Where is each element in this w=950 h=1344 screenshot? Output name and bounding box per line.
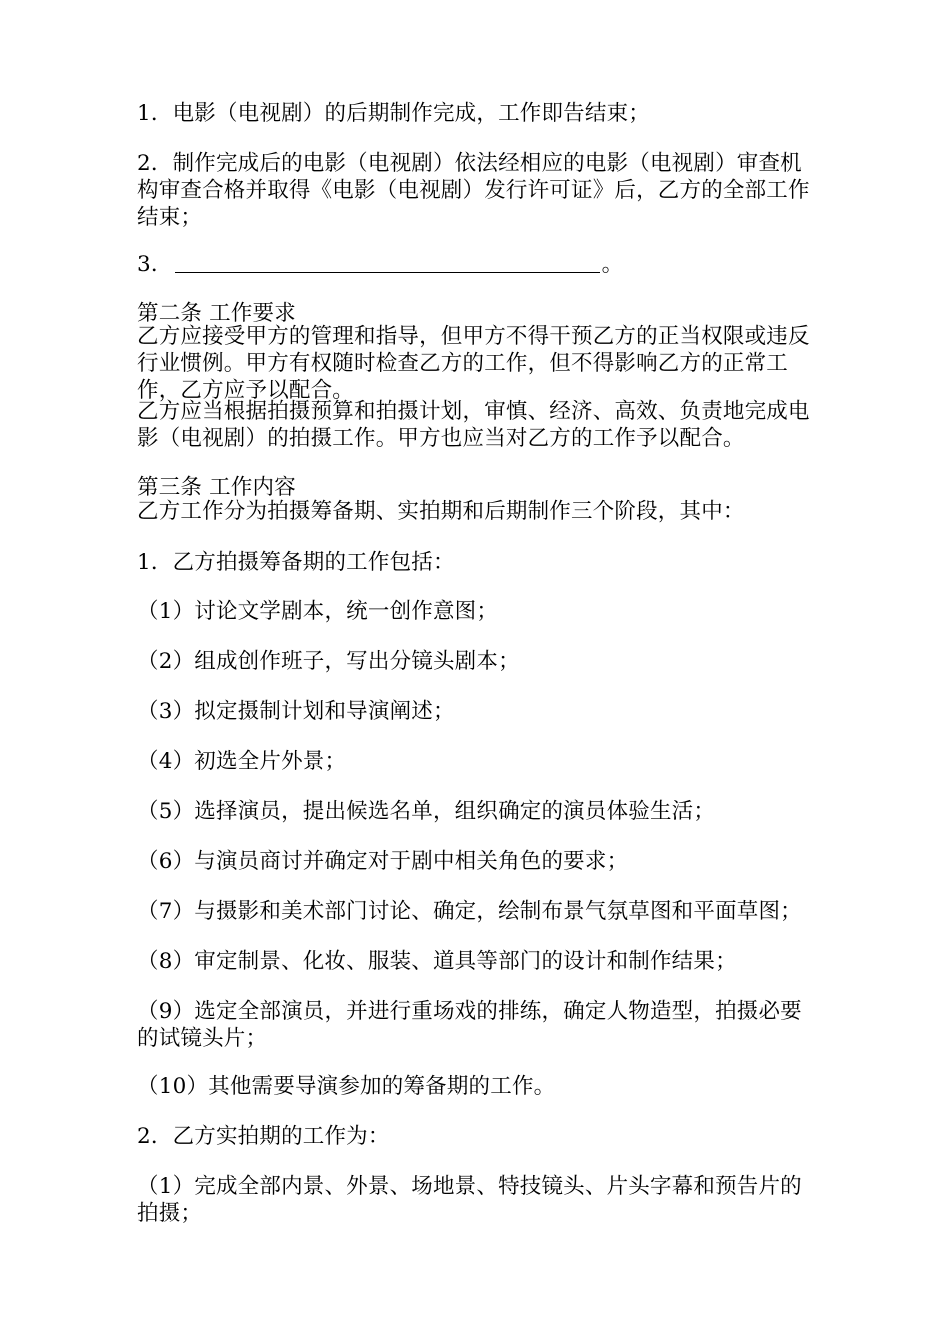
article-3-title: 第三条 工作内容 (137, 475, 296, 500)
article-2-title: 第二条 工作要求 (137, 301, 296, 326)
clause-1: 1．电影（电视剧）的后期制作完成，工作即告结束； (137, 101, 650, 126)
clause-2: 2．制作完成后的电影（电视剧）依法经相应的电影（电视剧）审查机构审查合格并取得《电影（电视剧）发行许可证》后，乙方的全部工作结束； (137, 151, 810, 230)
list-item: （10）其他需要导演参加的筹备期的工作。 (137, 1074, 556, 1099)
list-item: （5）选择演员，提出候选名单，组织确定的演员体验生活； (137, 799, 716, 824)
clause-3 (137, 251, 817, 278)
list-item: （9）选定全部演员，并进行重场戏的排练，确定人物造型，拍摄必要的试镜头片； (137, 999, 802, 1051)
fill-in-blank-line (175, 252, 600, 273)
list-item: （4）初选全片外景； (137, 749, 347, 774)
list-item: （3）拟定摄制计划和导演阐述； (137, 699, 455, 724)
section-1-title: 1．乙方拍摄筹备期的工作包括： (137, 550, 455, 575)
article-2-paragraph-2: 乙方应当根据拍摄预算和拍摄计划，审慎、经济、高效、负责地完成电影（电视剧）的拍摄工作。甲方也应当对乙方的工作予以配合。 (137, 399, 810, 451)
section-2-title: 2．乙方实拍期的工作为： (137, 1124, 390, 1149)
list-item: （6）与演员商讨并确定对于剧中相关角色的要求； (137, 849, 629, 874)
list-item: （7）与摄影和美术部门讨论、确定，绘制布景气氛草图和平面草图； (137, 899, 802, 924)
list-item: （1）完成全部内景、外景、场地景、特技镜头、片头字幕和预告片的拍摄； (137, 1174, 802, 1226)
list-item: （2）组成创作班子，写出分镜头剧本； (137, 649, 520, 674)
list-item: （8）审定制景、化妆、服装、道具等部门的设计和制作结果； (137, 949, 737, 974)
article-3-intro: 乙方工作分为拍摄筹备期、实拍期和后期制作三个阶段，其中： (137, 499, 745, 524)
list-item: （1）讨论文学剧本，统一创作意图； (137, 599, 499, 624)
clause-3-suffix: 。 (601, 252, 624, 277)
article-2-paragraph-1: 乙方应接受甲方的管理和指导，但甲方不得干预乙方的正当权限或违反行业惯例。甲方有权随时检查乙方的工作，但不得影响乙方的正常工作，乙方应予以配合。 (137, 324, 810, 403)
clause-3-prefix: 3． (137, 252, 173, 277)
